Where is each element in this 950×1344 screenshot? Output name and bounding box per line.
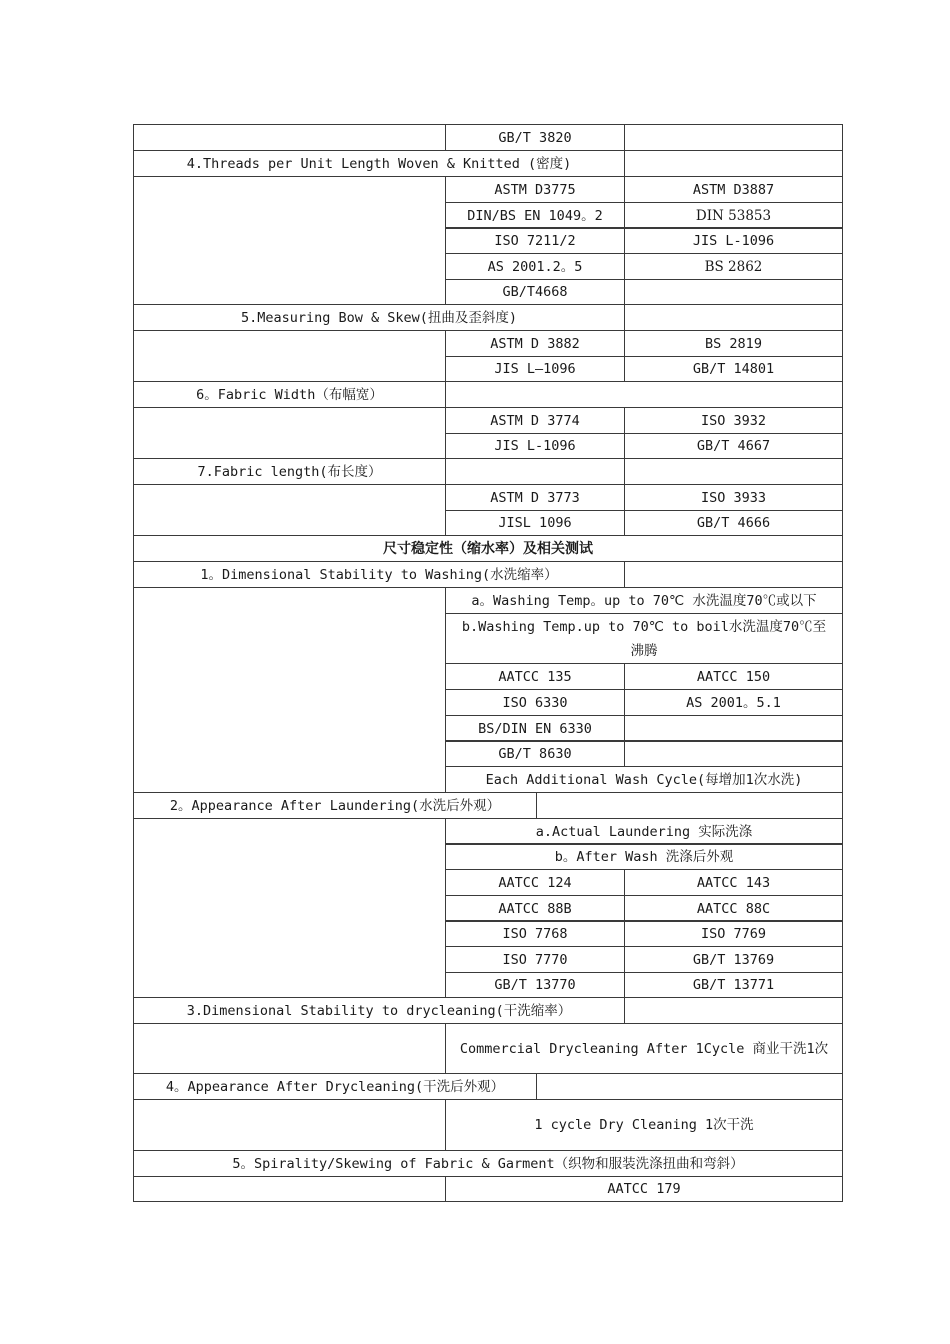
table-cell: BS/DIN EN 6330 <box>445 715 625 742</box>
table-cell: GB/T 13771 <box>624 972 843 998</box>
section-title-drycleaning: 3.Dimensional Stability to drycleaning(干洗缩率） <box>133 997 625 1024</box>
table-cell: 1 cycle Dry Cleaning 1次干洗 <box>445 1099 843 1151</box>
table-cell: ISO 6330 <box>445 689 625 716</box>
table-cell-empty <box>133 484 446 536</box>
section-title-threads: 4.Threads per Unit Length Woven & Knitted (密度) <box>133 150 625 177</box>
section-title-washing: 1。Dimensional Stability to Washing(水洗缩率） <box>133 561 625 588</box>
table-cell: a。Washing Temp。up to 70℃ 水洗温度70℃或以下 <box>445 587 843 614</box>
table-cell: GB/T 8630 <box>445 740 625 767</box>
table-cell-empty <box>133 176 446 305</box>
section-title-fabric-width: 6。Fabric Width（布幅宽） <box>133 381 446 408</box>
table-cell: GB/T4668 <box>445 279 625 305</box>
table-cell: JIS L-1096 <box>624 227 843 254</box>
table-cell: ISO 7211/2 <box>445 227 625 254</box>
section-header-dimensional-stability: 尺寸稳定性（缩水率）及相关测试 <box>133 535 843 562</box>
table-cell: GB/T 13769 <box>624 946 843 973</box>
table-cell-empty <box>624 279 843 305</box>
table-cell: AATCC 150 <box>624 663 843 690</box>
table-cell-empty <box>624 304 843 331</box>
table-cell: AATCC 135 <box>445 663 625 690</box>
table-cell: AATCC 143 <box>624 869 843 896</box>
table-cell: GB/T 4666 <box>624 510 843 536</box>
table-cell: GB/T 3820 <box>445 124 625 151</box>
table-cell: AATCC 124 <box>445 869 625 896</box>
table-cell: JISL 1096 <box>445 510 625 536</box>
table-cell-empty <box>133 1176 446 1202</box>
table-cell: ASTM D 3773 <box>445 484 625 511</box>
table-cell: GB/T 4667 <box>624 433 843 459</box>
table-cell: AATCC 88C <box>624 895 843 922</box>
table-cell: ISO 3933 <box>624 484 843 511</box>
table-cell-empty <box>445 381 843 408</box>
table-cell: AATCC 88B <box>445 895 625 922</box>
table-cell: ISO 7770 <box>445 946 625 973</box>
table-cell: JIS L—1096 <box>445 356 625 382</box>
table-cell: GB/T 13770 <box>445 972 625 998</box>
table-cell: AS 2001.2。5 <box>445 253 625 280</box>
table-cell-empty <box>624 150 843 177</box>
table-cell: BS 2862 <box>624 253 843 280</box>
table-cell-empty <box>624 740 843 767</box>
table-cell-empty <box>536 1073 843 1100</box>
table-cell-empty <box>624 561 843 588</box>
table-cell: b。After Wash 洗涤后外观 <box>445 843 843 870</box>
table-cell: DIN 53853 <box>624 202 843 229</box>
table-cell-empty <box>133 1099 446 1151</box>
table-cell-empty <box>133 407 446 459</box>
section-title-appearance-laundering: 2。Appearance After Laundering(水洗后外观） <box>133 792 537 819</box>
table-cell: AS 2001。5.1 <box>624 689 843 716</box>
table-cell-empty <box>536 792 843 819</box>
table-cell-empty <box>624 458 843 485</box>
section-title-fabric-length: 7.Fabric length(布长度） <box>133 458 446 485</box>
table-cell: b.Washing Temp.up to 70℃ to boil水洗温度70℃至沸腾 <box>445 613 843 664</box>
section-title-spirality: 5。Spirality/Skewing of Fabric & Garment（织物和服装洗涤扭曲和弯斜） <box>133 1150 843 1177</box>
table-cell: ASTM D 3774 <box>445 407 625 434</box>
table-cell: ASTM D3775 <box>445 176 625 203</box>
table-cell-empty <box>133 818 446 998</box>
section-title-appearance-drycleaning: 4。Appearance After Drycleaning(干洗后外观） <box>133 1073 537 1100</box>
table-cell: ASTM D3887 <box>624 176 843 203</box>
table-cell: AATCC 179 <box>445 1176 843 1202</box>
table-cell-empty <box>133 1023 446 1074</box>
table-cell-empty <box>624 715 843 742</box>
table-cell-empty <box>133 124 446 151</box>
table-cell-empty <box>133 330 446 382</box>
table-cell: ISO 7769 <box>624 920 843 947</box>
table-cell: BS 2819 <box>624 330 843 357</box>
table-cell: ISO 3932 <box>624 407 843 434</box>
table-cell-empty <box>624 997 843 1024</box>
section-title-bow-skew: 5.Measuring Bow & Skew(扭曲及歪斜度) <box>133 304 625 331</box>
table-cell-empty <box>445 458 625 485</box>
table-cell-empty <box>133 587 446 793</box>
table-cell: DIN/BS EN 1049。2 <box>445 202 625 229</box>
table-cell-empty <box>624 124 843 151</box>
table-cell: Commercial Drycleaning After 1Cycle 商业干洗1次 <box>445 1023 843 1074</box>
table-cell: JIS L-1096 <box>445 433 625 459</box>
table-cell: a.Actual Laundering 实际洗涤 <box>445 818 843 845</box>
table-cell: Each Additional Wash Cycle(每增加1次水洗) <box>445 766 843 793</box>
table-cell: ISO 7768 <box>445 920 625 947</box>
table-cell: ASTM D 3882 <box>445 330 625 357</box>
table-cell: GB/T 14801 <box>624 356 843 382</box>
